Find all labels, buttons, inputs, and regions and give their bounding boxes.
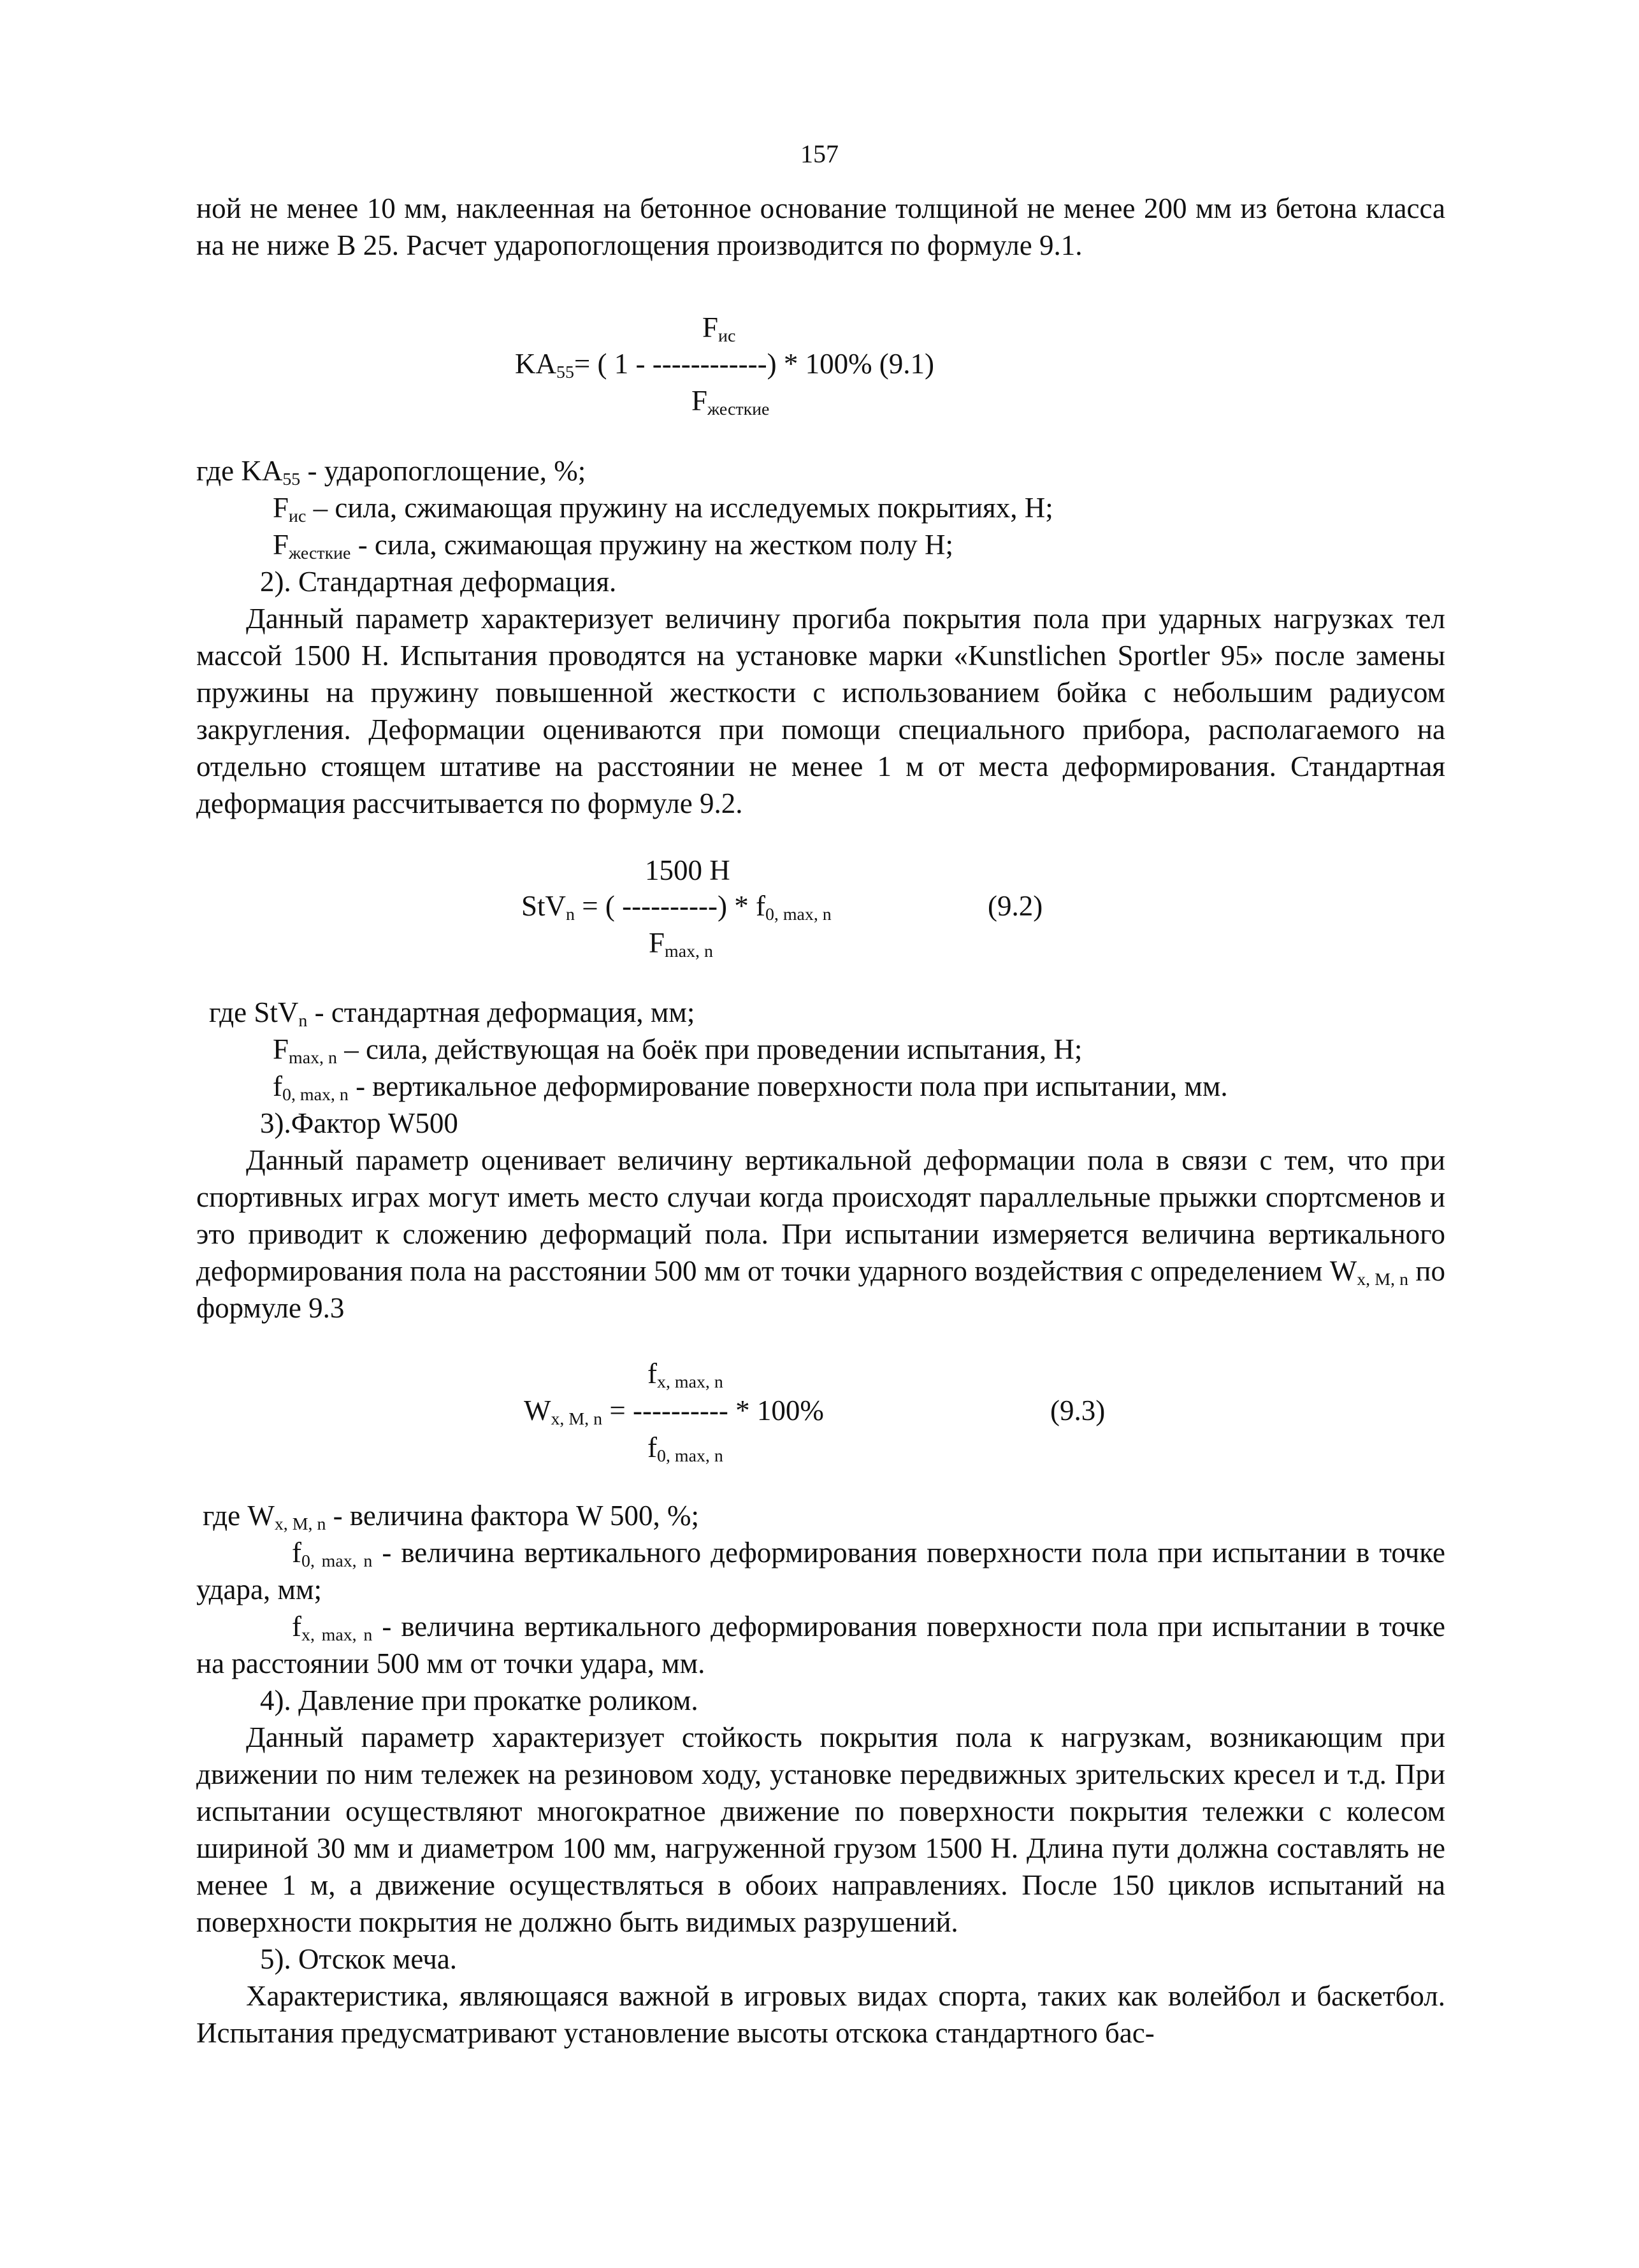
- definition-fzhestkie: $F_{жесткие}$ - сила, сжимающая пружину на жестком полу Н;: [273, 529, 953, 563]
- formula-9-1-numerator: $F_{ис}$: [702, 312, 736, 346]
- paragraph-text: Данный параметр оценивает величину вертикальной деформации пола в связи с тем, что при спортивных играх могут иметь место случаи когда происходят параллельные прыжки спортсменов и это приводит к сложению деформаций пола. При испытании измеряется величина вертикального деформирования пола на расстоянии 500 мм от точки ударного воздействия с определением $W_{x, M, n}$ по формуле 9.3: [196, 1144, 1445, 1324]
- page-number: 157: [800, 140, 839, 168]
- paragraph-intro: [196, 190, 1445, 264]
- formula-9-1-denominator: $F_{жесткие}$: [691, 385, 770, 419]
- paragraph-text: Характеристика, являющаяся важной в игровых видах спорта, таких как волейбол и баскетбол. Испытания предусматривают установление высоты отскока стандартного бас-: [196, 1980, 1445, 2049]
- section-heading-5: 5). Отскок меча.: [260, 1943, 458, 1975]
- formula-9-3-number: (9.3): [1050, 1395, 1106, 1426]
- formula-9-3-numerator: $f_{x, max, n}$: [647, 1358, 723, 1392]
- section-heading-3: 3).Фактор W500: [260, 1107, 458, 1139]
- formula-9-1-main: $KA_{55}=$ ( 1 - ------------) * 100% (9.1): [515, 348, 935, 382]
- definition-f0max-w: $f_{0, max, n}$ - величина вертикального деформирования поверхности пола при испытании в точке удара, мм;: [196, 1537, 1445, 1605]
- definitions-block-2: [196, 994, 1445, 1326]
- definition-fxmax: $f_{x, max, n}$ - величина вертикального деформирования поверхности пола при испытании в точке на расстоянии 500 мм от точки удара, мм.: [196, 1611, 1445, 1679]
- formula-9-2-main: StV$_n$ = ( ----------) * $f_{0, max, n}$: [521, 890, 832, 924]
- definition-fis: $F_{ис}$ – сила, сжимающая пружину на исследуемых покрытиях, Н;: [273, 492, 1053, 526]
- formula-9-3-denominator: $f_{0, max, n}$: [647, 1432, 723, 1466]
- paragraph-text: Данный параметр характеризует стойкость покрытия пола к нагрузкам, возникающим при движении по ним тележек на резиновом ходу, установке передвижных зрительских кресел и т.д. При испытании осуществляют многократное движение по поверхности покрытия тележки с колесом шириной 30 мм и диаметром 100 мм, нагруженной грузом 1500 Н. Длина пути должна составлять не менее 1 м, а движение осуществляться в обоих направлениях. После 150 циклов испытаний на поверхности покрытия не должно быть видимых разрушений.: [196, 1721, 1445, 1938]
- definitions-block-3: [196, 1497, 1445, 2051]
- formula-9-3-main: $W_{x, M, n}$ = ---------- * 100%: [524, 1395, 824, 1429]
- formula-9-2-numerator: 1500 H: [645, 854, 730, 886]
- paragraph-text: ной не менее 10 мм, наклеенная на бетонное основание толщиной не менее 200 мм из бетона класса на не ниже В 25. Расчет удaропоглощения производится по формуле 9.1.: [196, 192, 1445, 261]
- paragraph-text: Данный параметр характеризует величину прогиба покрытия пола при ударных нагрузках тел массой 1500 Н. Испытания проводятся на установке марки «Kunstlichen Sportler 95» после замены пружины на пружину повышенной жесткости с использованием бойка с небольшим радиусом закругления. Деформации оцениваются при помощи специального прибора, располагаемого на отдельно стоящем штативе на расстоянии не менее 1 м от места деформирования. Стандартная деформация рассчитывается по формуле 9.2.: [196, 603, 1445, 819]
- definition-fmax: $F_{max, n}$ – сила, действующая на боёк при проведении испытания, Н;: [273, 1033, 1083, 1068]
- formula-9-2-number: (9.2): [988, 890, 1043, 922]
- definitions-block-1: [196, 452, 1445, 822]
- section-heading-4: 4). Давление при прокатке роликом.: [260, 1684, 698, 1716]
- formula-9-2-denominator: $F_{max, n}$: [649, 927, 713, 961]
- definition-ka55: где $KA_{55}$ - ударопоглощение, %;: [196, 455, 586, 489]
- definition-stvn: где StV$_n$ - стандартная деформация, мм;: [209, 996, 695, 1031]
- definition-f0max: $f_{0, max, n}$ - вертикальное деформирование поверхности пола при испытании, мм.: [273, 1070, 1228, 1105]
- section-heading-2: 2). Стандартная деформация.: [260, 566, 617, 598]
- definition-wxmn: где $W_{x, M, n}$ - величина фактора W 500, %;: [203, 1500, 700, 1534]
